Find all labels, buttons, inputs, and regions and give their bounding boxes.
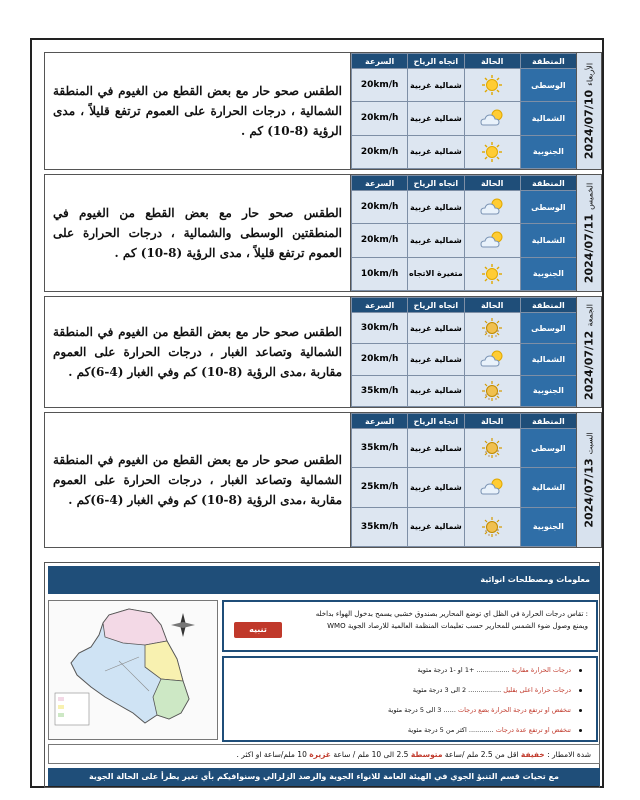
region-label: الوسطى [520, 429, 576, 468]
header-region: المنطقة [520, 414, 576, 429]
rain-intensity-row: شدة الامطار : خفيفة اقل من 2.5 ملم /ساعة متوسطة 2.5 الى 10 ملم / ساعة غزيرة 10 ملم/ساعة او اكثر . [48, 744, 600, 764]
region-map [48, 600, 218, 740]
bullet-icon [579, 709, 582, 712]
forecast-day-4 [44, 412, 576, 548]
header-wind-dir: اتجاه الرياح [408, 414, 464, 429]
sun-icon [465, 74, 520, 96]
dust-icon [465, 317, 520, 339]
wind-direction: شمالية غربية [408, 429, 464, 468]
partly-cloudy-icon [465, 348, 520, 370]
rain-moderate: متوسطة [410, 750, 443, 759]
wind-direction: شمالية غربية [408, 375, 464, 406]
wind-speed: 20km/h [352, 69, 408, 102]
forecast-description: الطقس صحو حار مع بعض القطع من الغيوم في المنطقة الشمالية وتصاعد الغبار ، درجات الحرارة على العموم مقاربة ،مدى الرؤية (8-10) كم وفي الغبار (4-6)كم . [45, 297, 351, 407]
weather-state [464, 69, 520, 102]
wind-direction: شمالية غربية [408, 191, 464, 224]
date-column [576, 174, 602, 292]
weather-state [464, 224, 520, 257]
region-label: الشمالية [520, 468, 576, 507]
header-state: الحالة [464, 176, 520, 191]
forecast-day-name: الجمعة [585, 304, 595, 327]
dust-icon [465, 516, 520, 538]
forecast-date: 2024/07/10 [582, 89, 596, 160]
forecast-description: الطقس صحو حار مع بعض القطع من الغيوم في المنطقتين الوسطى والشمالية ، درجات الحرارة على العموم ترتفع قليلاً ، مدى الرؤية (8-10) كم . [45, 175, 351, 291]
rain-light: خفيفة [520, 750, 545, 759]
table-row [352, 224, 577, 257]
partly-cloudy-icon [465, 229, 520, 251]
wind-direction: شمالية غربية [408, 224, 464, 257]
header-wind-dir: اتجاه الرياح [408, 54, 464, 69]
wind-speed: 10km/h [352, 257, 408, 290]
header-wind-dir: اتجاه الرياح [408, 176, 464, 191]
note-line: : تقاس درجات الحرارة في الظل اي توضع المحارير بصندوق خشبي يسمح بدخول الهواء بداخله [315, 610, 588, 618]
wind-direction: شمالية غربية [408, 69, 464, 102]
forecast-day-name: الأربعاء [585, 62, 595, 86]
partly-cloudy-icon [465, 196, 520, 218]
rain-heavy: غزيرة [309, 750, 331, 759]
weather-state [464, 468, 520, 507]
wind-speed: 20km/h [352, 191, 408, 224]
wind-direction: شمالية غربية [408, 507, 464, 546]
wind-direction: متغيرة الاتجاه [408, 257, 464, 290]
legend-item: تنخفض او ترتفع درجة الحرارة بضع درجات ...... 3 الى 5 درجة مئوية [388, 706, 582, 714]
bullet-icon [579, 729, 582, 732]
forecast-table [351, 413, 577, 547]
region-label: الجنوبية [520, 135, 576, 168]
note-line: ويمنع وصول ضوء الشمس للمحارير حسب تعليمات المنظمة العالمية للارصاد الجوية WMO [327, 622, 588, 630]
header-state: الحالة [464, 414, 520, 429]
forecast-description: الطقس صحو حار مع بعض القطع من الغيوم في المنطقة الشمالية ، درجات الحرارة على العموم ترتفع قليلاً ، مدى الرؤية (8-10) كم . [45, 53, 351, 169]
date-column [576, 52, 602, 170]
wind-direction: شمالية غربية [408, 468, 464, 507]
wind-direction: شمالية غربية [408, 135, 464, 168]
region-label: الشمالية [520, 344, 576, 375]
wind-speed: 35km/h [352, 507, 408, 546]
weather-state [464, 191, 520, 224]
table-row [352, 429, 577, 468]
dust-icon [465, 380, 520, 402]
header-region: المنطقة [520, 176, 576, 191]
region-label: الجنوبية [520, 507, 576, 546]
forecast-date: 2024/07/11 [582, 213, 596, 284]
forecast-description: الطقس صحو حار مع بعض القطع من الغيوم في المنطقة الشمالية وتصاعد الغبار ، درجات الحرارة على العموم مقاربة ،مدى الرؤية (8-10) كم وفي الغبار (4-6)كم . [45, 413, 351, 547]
region-label: الوسطى [520, 69, 576, 102]
forecast-day-name: السبت [585, 432, 595, 455]
weather-state [464, 375, 520, 406]
footer: مع تحيات قسم التنبؤ الجوي في الهيئة العامة للانواء الجوية والرصد الزلزالي وسنوافيكم بأي تغير يطرأ على الحالة الجوية [48, 768, 600, 786]
forecast-date: 2024/07/13 [582, 458, 596, 528]
weather-state [464, 344, 520, 375]
date-column [576, 412, 602, 548]
wind-speed: 25km/h [352, 468, 408, 507]
header-speed: السرعة [352, 298, 408, 313]
forecast-date: 2024/07/12 [582, 330, 596, 400]
weather-state [464, 257, 520, 290]
wind-speed: 20km/h [352, 102, 408, 135]
weather-state [464, 507, 520, 546]
header-speed: السرعة [352, 414, 408, 429]
table-row [352, 344, 577, 375]
wind-speed: 35km/h [352, 375, 408, 406]
wind-direction: شمالية غربية [408, 344, 464, 375]
weather-state [464, 135, 520, 168]
forecast-day-2 [44, 174, 576, 292]
weather-state [464, 313, 520, 344]
forecast-day-3 [44, 296, 576, 408]
forecast-table [351, 175, 577, 291]
partly-cloudy-icon [465, 107, 520, 129]
weather-state [464, 429, 520, 468]
region-label: الوسطى [520, 191, 576, 224]
header-state: الحالة [464, 54, 520, 69]
partly-cloudy-icon [465, 476, 520, 498]
table-row [352, 313, 577, 344]
alert-badge: تنبيه [234, 622, 282, 638]
note-box [222, 600, 598, 652]
header-region: المنطقة [520, 298, 576, 313]
wind-direction: شمالية غربية [408, 313, 464, 344]
header-speed: السرعة [352, 54, 408, 69]
region-label: الشمالية [520, 102, 576, 135]
header-speed: السرعة [352, 176, 408, 191]
region-label: الجنوبية [520, 375, 576, 406]
wind-speed: 30km/h [352, 313, 408, 344]
bullet-icon [579, 669, 582, 672]
dust-icon [465, 437, 520, 459]
legend-item: درجات الحرارة مقاربة ................ +1 او -1 درجة مئوية [417, 666, 582, 674]
wind-speed: 20km/h [352, 135, 408, 168]
region-label: الجنوبية [520, 257, 576, 290]
table-row [352, 102, 577, 135]
table-row [352, 191, 577, 224]
forecast-table [351, 53, 577, 169]
forecast-day-1 [44, 52, 576, 170]
table-row [352, 135, 577, 168]
info-title: معلومات ومصطلحات انوائية [48, 566, 600, 594]
table-row [352, 507, 577, 546]
region-label: الشمالية [520, 224, 576, 257]
wind-speed: 20km/h [352, 344, 408, 375]
sun-icon [465, 141, 520, 163]
weather-state [464, 102, 520, 135]
wind-speed: 35km/h [352, 429, 408, 468]
bullet-icon [579, 689, 582, 692]
table-row [352, 257, 577, 290]
header-state: الحالة [464, 298, 520, 313]
forecast-table [351, 297, 577, 407]
wind-direction: شمالية غربية [408, 102, 464, 135]
legend-item: تنخفض او ترتفع عدة درجات ............ اكثر من 5 درجة مئوية [408, 726, 582, 734]
sun-icon [465, 263, 520, 285]
forecast-day-name: الخميس [585, 182, 595, 210]
legend-item: درجات حرارة اعلى بقليل ................ 2 الى 3 درجة مئوية [413, 686, 582, 694]
table-row [352, 69, 577, 102]
region-label: الوسطى [520, 313, 576, 344]
temperature-legend [222, 656, 598, 742]
table-row [352, 468, 577, 507]
iraq-map-icon [49, 601, 217, 739]
wind-speed: 20km/h [352, 224, 408, 257]
table-row [352, 375, 577, 406]
header-region: المنطقة [520, 54, 576, 69]
date-column [576, 296, 602, 408]
header-wind-dir: اتجاه الرياح [408, 298, 464, 313]
